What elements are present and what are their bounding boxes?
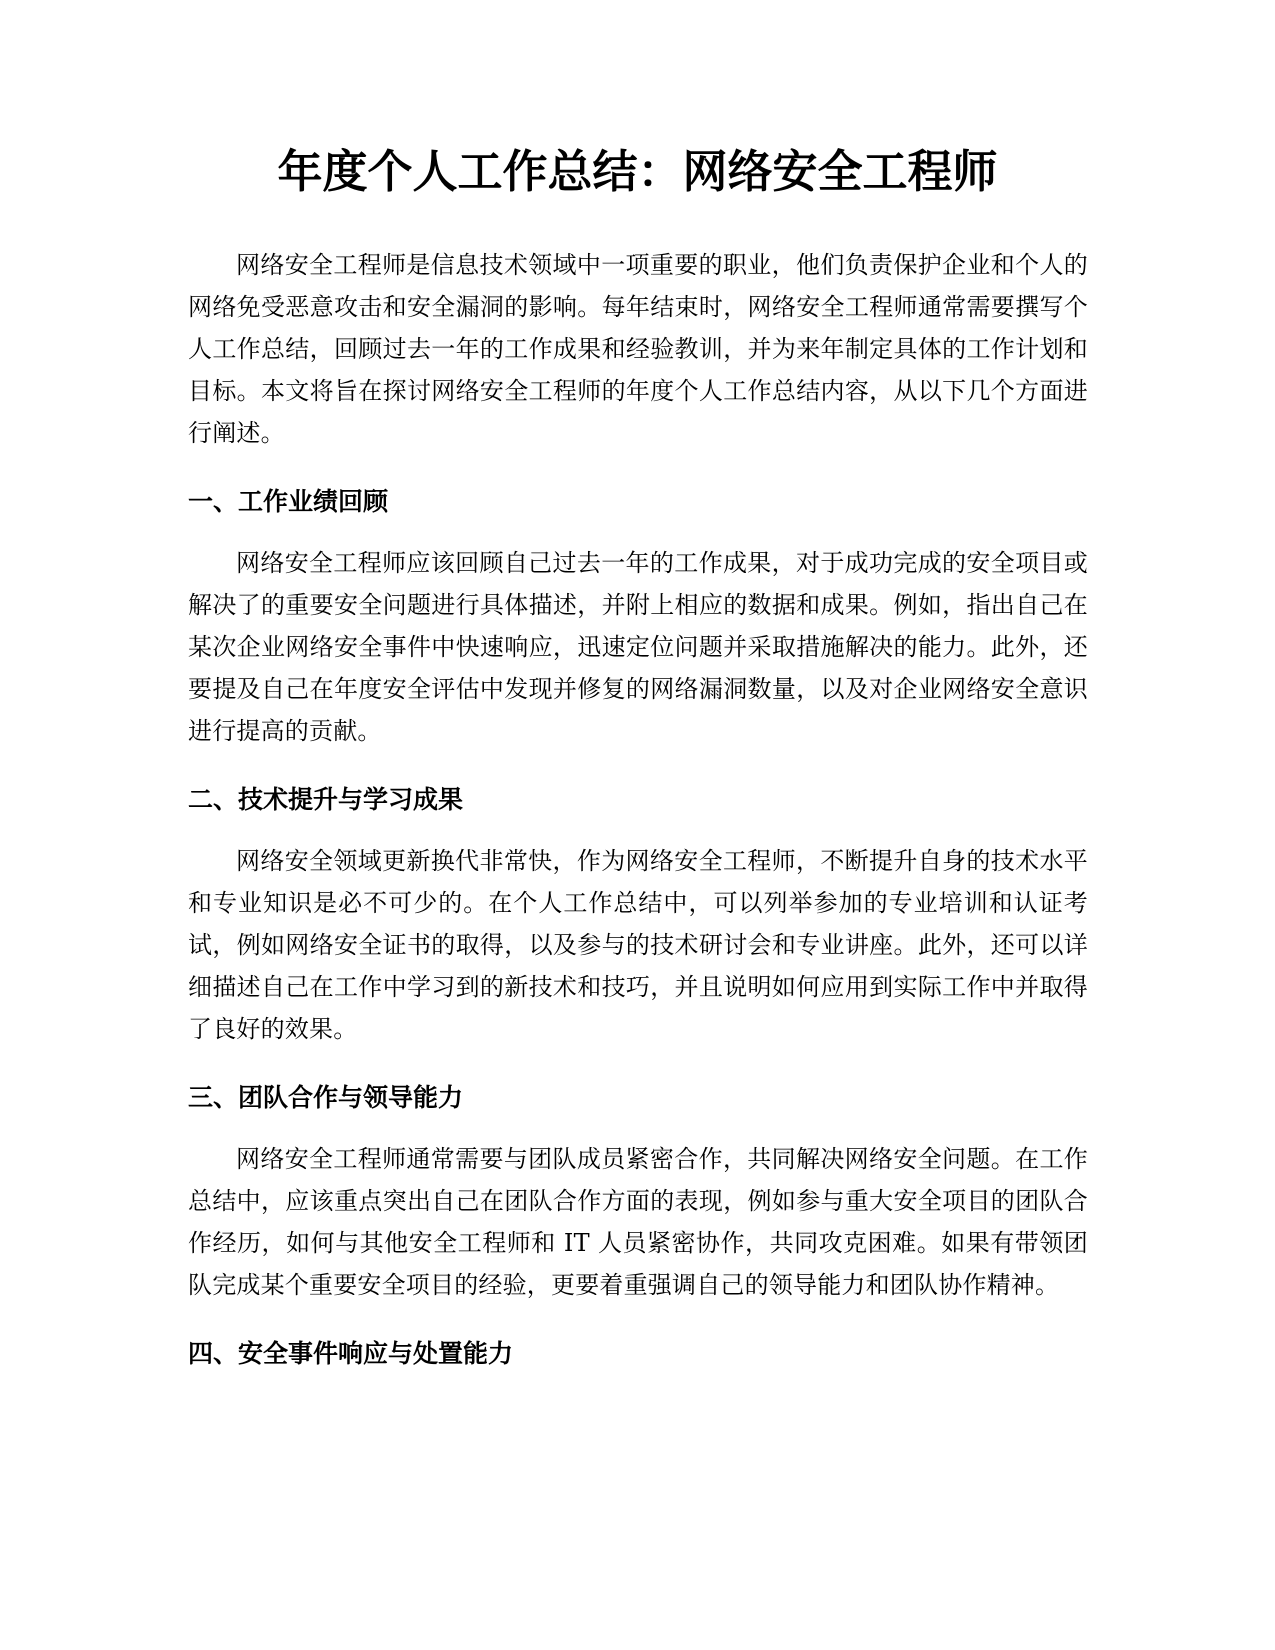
document-body [188, 244, 1088, 1394]
section-body-3: 网络安全工程师通常需要与团队成员紧密合作，共同解决网络安全问题。在工作总结中，应该重点突出自己在团队合作方面的表现，例如参与重大安全项目的团队合作经历，如何与其他安全工程师和 IT 人员紧密协作，共同攻克困难。如果有带领团队完成某个重要安全项目的经验，更要着重强调自己的领导能力和团队协作精神。 [188, 1145, 1088, 1299]
section-body-1: 网络安全工程师应该回顾自己过去一年的工作成果，对于成功完成的安全项目或解决了的重要安全问题进行具体描述，并附上相应的数据和成果。例如，指出自己在某次企业网络安全事件中快速响应，迅速定位问题并采取措施解决的能力。此外，还要提及自己在年度安全评估中发现并修复的网络漏洞数量，以及对企业网络安全意识进行提高的贡献。 [188, 549, 1088, 745]
document-title: 年度个人工作总结：网络安全工程师 [277, 145, 998, 198]
section-body-2: 网络安全领域更新换代非常快，作为网络安全工程师，不断提升自身的技术水平和专业知识是必不可少的。在个人工作总结中，可以列举参加的专业培训和认证考试，例如网络安全证书的取得，以及参与的技术研讨会和专业讲座。此外，还可以详细描述自己在工作中学习到的新技术和技巧，并且说明如何应用到实际工作中并取得了良好的效果。 [188, 847, 1088, 1043]
section-heading-3: 三、团队合作与领导能力 [188, 1083, 464, 1112]
intro-paragraph: 网络安全工程师是信息技术领域中一项重要的职业，他们负责保护企业和个人的网络免受恶意攻击和安全漏洞的影响。每年结束时，网络安全工程师通常需要撰写个人工作总结，回顾过去一年的工作成果和经验教训，并为来年制定具体的工作计划和目标。本文将旨在探讨网络安全工程师的年度个人工作总结内容，从以下几个方面进行阐述。 [188, 251, 1088, 447]
section-heading-2: 二、技术提升与学习成果 [188, 785, 464, 814]
section-heading-4: 四、安全事件响应与处置能力 [188, 1339, 514, 1368]
section-heading-1: 一、工作业绩回顾 [188, 487, 389, 516]
